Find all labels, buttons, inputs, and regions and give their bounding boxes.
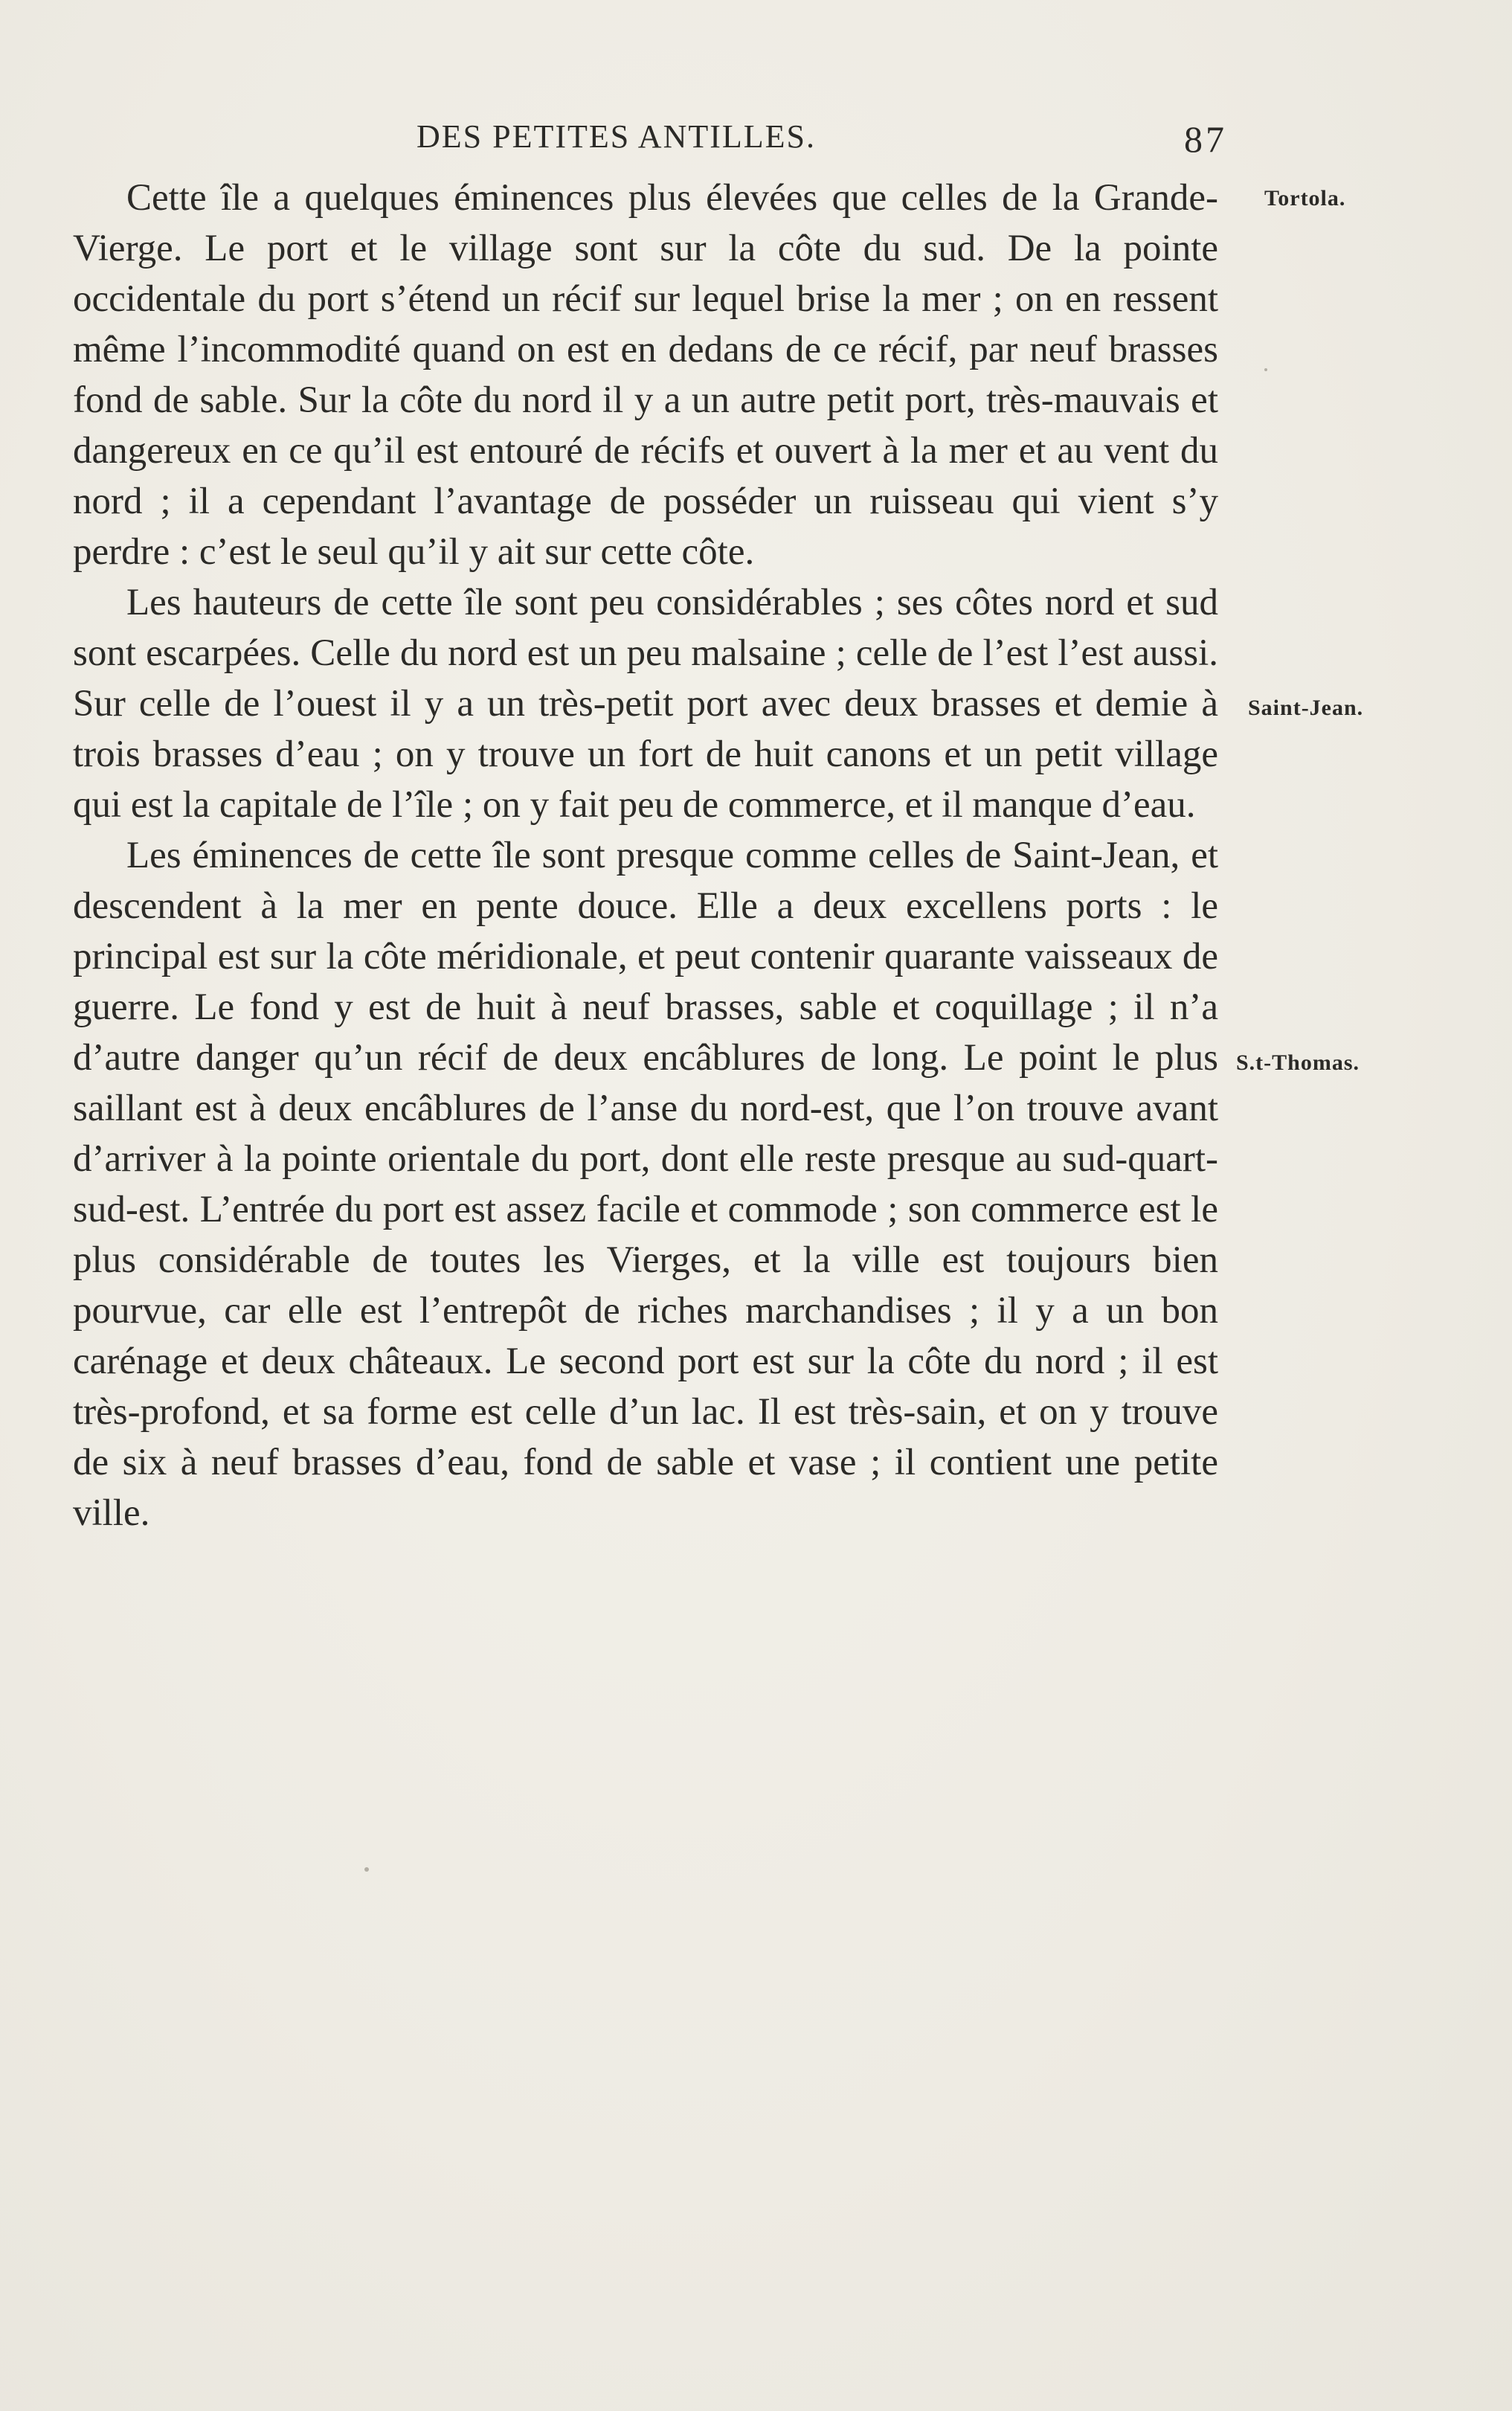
sidenote-saint-jean: Saint-Jean. (1248, 696, 1364, 720)
page-header (416, 118, 1227, 162)
paper-speck (1264, 368, 1267, 371)
page-number: 87 (1184, 118, 1227, 160)
main-text (73, 173, 1218, 1538)
paragraph-st-thomas: Les éminences de cette île sont presque comme celles de Saint-Jean, et descendent à la mer en pente douce. Elle a deux excellens ports : le principal est sur la côte méridionale, et peut contenir quarante vaisseaux de guerre. Le fond y est de huit à neuf brasses, sable et coquillage ; il n’a d’autre danger qu’un récif de deux encâblures de long. Le point le plus saillant est à deux encâblures de l’anse du nord-est, que l’on trouve avant d’arriver à la pointe orientale du port, dont elle reste presque au sud-quart-sud-est. L’entrée du port est assez facile et commode ; son commerce est le plus considérable de toutes les Vierges, et la ville est toujours bien pourvue, car elle est l’entrepôt de riches marchandises ; il y a un bon carénage et deux châteaux. Le second port est sur la côte du nord ; il est très-profond, et sa forme est celle d’un lac. Il est très-sain, et on y trouve de six à neuf brasses d’eau, fond de sable et vase ; il contient une petite ville. (73, 835, 1218, 1534)
sidenote-st-thomas: S.t-Thomas. (1236, 1050, 1360, 1075)
sidenote-tortola: Tortola. (1264, 186, 1346, 211)
paper-speck (364, 1867, 369, 1872)
paragraph-tortola: Cette île a quelques éminences plus élevées que celles de la Grande-Vierge. Le port et le village sont sur la côte du sud. De la pointe occidentale du port s’étend un récif sur lequel brise la mer ; on en ressent même l’incommodité quand on est en dedans de ce récif, par neuf brasses fond de sable. Sur la côte du nord il y a un autre petit port, très-mauvais et dangereux en ce qu’il est entouré de récifs et ouvert à la mer et au vent du nord ; il a cependant l’avantage de posséder un ruisseau qui vient s’y perdre : c’est le seul qu’il y ait sur cette côte. (73, 177, 1218, 573)
running-title: DES PETITES ANTILLES. (416, 118, 816, 155)
paragraph-saint-jean: Les hauteurs de cette île sont peu considérables ; ses côtes nord et sud sont escarpées. Celle du nord est un peu malsaine ; celle de l’est l’est aussi. Sur celle de l’ouest il y a un très-petit port avec deux brasses et demie à trois brasses d’eau ; on y trouve un fort de huit canons et un petit village qui est la capitale de l’île ; on y fait peu de commerce, et il manque d’eau. (73, 582, 1218, 826)
